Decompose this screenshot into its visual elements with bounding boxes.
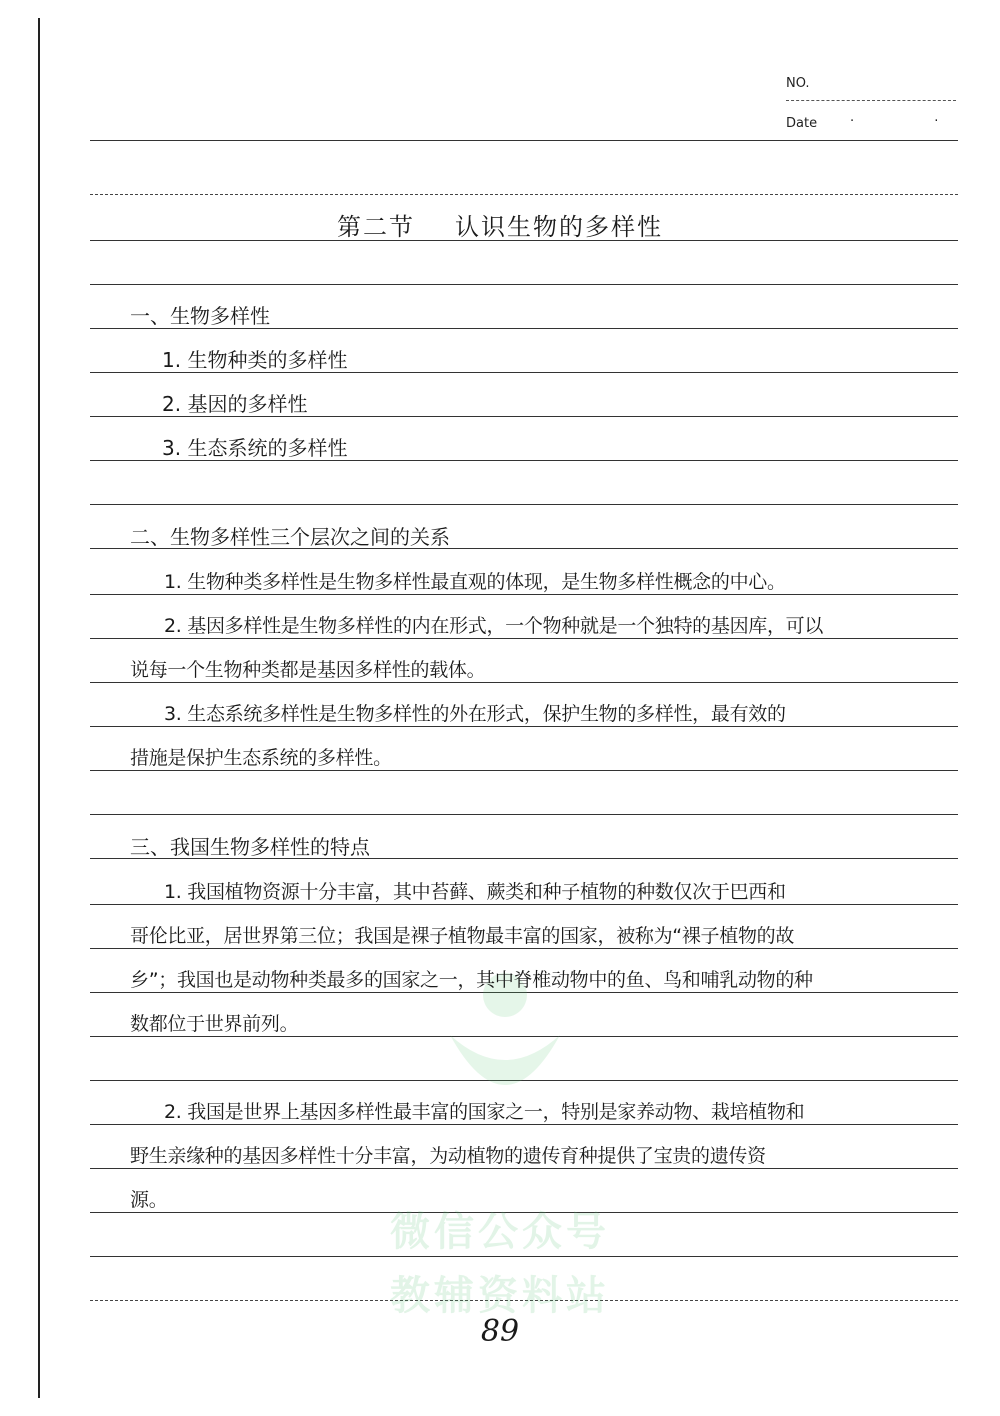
no-label: NO. [786,76,810,91]
ruled-line [90,682,958,683]
paragraph-line: 哥伦比亚，居世界第三位；我国是裸子植物最丰富的国家，被称为“裸子植物的故 [130,925,795,947]
ruled-line [90,770,958,771]
page-number: 89 [480,1314,520,1349]
list-item: 3. 生态系统的多样性 [162,436,348,460]
ruled-line [90,1168,958,1169]
date-label: Date [786,116,818,131]
paragraph-line: 1. 我国植物资源十分丰富，其中苔藓、蕨类和种子植物的种数仅次于巴西和 [164,881,786,903]
ruled-line [90,416,958,417]
page-title [0,215,1000,239]
section-heading: 三、我国生物多样性的特点 [130,835,370,859]
ruled-line [90,594,958,595]
paragraph-line: 2. 我国是世界上基因多样性最丰富的国家之一，特别是家养动物、栽培植物和 [164,1101,805,1123]
list-item: 1. 生物种类的多样性 [162,348,348,372]
paragraph-line: 数都位于世界前列。 [130,1013,299,1035]
paragraph-line: 措施是保护生态系统的多样性。 [130,747,392,769]
section-name: 认识生物的多样性 [455,213,663,241]
watermark-text-1: 微信公众号 [390,1209,610,1255]
paragraph-line: 乡”；我国也是动物种类最多的国家之一，其中脊椎动物中的鱼、鸟和哺乳动物的种 [130,969,813,991]
ruled-line [90,372,958,373]
ruled-line [90,726,958,727]
paragraph-line: 2. 基因多样性是生物多样性的内在形式，一个物种就是一个独特的基因库，可以 [164,615,824,637]
ruled-line [90,948,958,949]
watermark-text-2: 教辅资料站 [390,1273,610,1319]
list-item: 2. 基因的多样性 [162,392,308,416]
ruled-line [90,460,958,461]
ruled-line [90,284,958,285]
ruled-line [90,328,958,329]
ruled-line [90,194,958,195]
paragraph-line: 说每一个生物种类都是基因多样性的载体。 [130,659,486,681]
ruled-line [90,140,958,141]
ruled-line [90,904,958,905]
ruled-line [90,638,958,639]
section-heading: 一、生物多样性 [130,304,270,328]
date-dots: · · [850,114,977,129]
paragraph-line: 3. 生态系统多样性是生物多样性的外在形式，保护生物的多样性，最有效的 [164,703,786,725]
paragraph-line: 野生亲缘种的基因多样性十分丰富，为动植物的遗传育种提供了宝贵的遗传资 [130,1145,766,1167]
section-heading: 二、生物多样性三个层次之间的关系 [130,525,450,549]
ruled-line [90,814,958,815]
ruled-line [90,504,958,505]
paragraph-line: 1. 生物种类多样性是生物多样性最直观的体现，是生物多样性概念的中心。 [164,571,786,593]
no-field-line [786,100,956,101]
section-number: 第二节 [337,213,415,241]
paragraph-line: 源。 [130,1189,168,1211]
